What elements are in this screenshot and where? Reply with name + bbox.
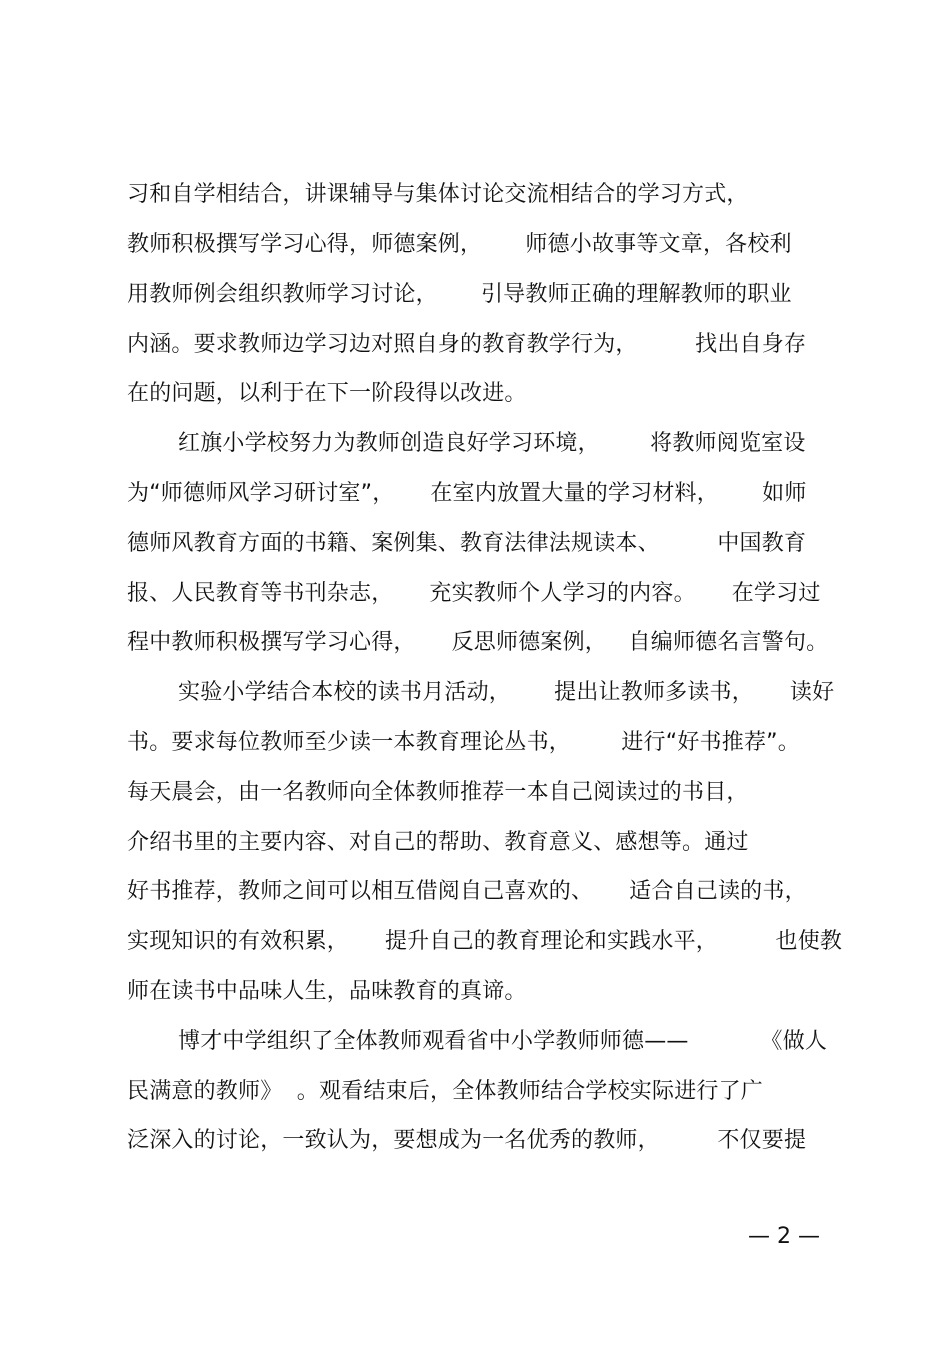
- body-line: 在的问题，以利于在下一阶段得以改进。: [127, 381, 527, 406]
- body-line: 每天晨会，由一名教师向全体教师推荐一本自己阅读过的书目，: [127, 780, 749, 805]
- body-line: 民满意的教师》 。观看结束后，全体教师结合学校实际进行了广: [127, 1079, 763, 1104]
- body-line: 书。要求每位教师至少读一本教育理论丛书， 进行“好书推荐”。: [127, 730, 800, 755]
- body-line: 内涵。要求教师边学习边对照自身的教育教学行为， 找出自身存: [127, 332, 807, 357]
- body-line: 好书推荐，教师之间可以相互借阅自己喜欢的、 适合自己读的书，: [127, 879, 807, 904]
- body-line: 介绍书里的主要内容、对自己的帮助、教育意义、感想等。通过: [127, 830, 749, 855]
- paragraph-start-line: 红旗小学校努力为教师创造良好学习环境， 将教师阅览室设: [178, 431, 806, 456]
- body-line: 德师风教育方面的书籍、案例集、教育法律法规读本、 中国教育: [127, 531, 807, 556]
- body-line: 习和自学相结合，讲课辅导与集体讨论交流相结合的学习方式，: [127, 182, 749, 207]
- body-line: 师在读书中品味人生，品味教育的真谛。: [127, 979, 527, 1004]
- body-line: 用教师例会组织教师学习讨论， 引导教师正确的理解教师的职业: [127, 282, 792, 307]
- body-line: 程中教师积极撰写学习心得， 反思师德案例， 自编师德名言警句。: [127, 630, 829, 655]
- body-line: 教师积极撰写学习心得，师德案例， 师德小故事等文章，各校利: [127, 232, 792, 257]
- paragraph-start-line: 实验小学结合本校的读书月活动， 提出让教师多读书， 读好: [178, 680, 835, 705]
- body-line: 实现知识的有效积累， 提升自己的教育理论和实践水平， 也使教: [127, 929, 843, 954]
- body-line: 为“师德师风学习研讨室”， 在室内放置大量的学习材料， 如师: [127, 481, 807, 506]
- body-line: 报、人民教育等书刊杂志， 充实教师个人学习的内容。 在学习过: [127, 581, 821, 606]
- page-number: — 2 —: [748, 1224, 820, 1249]
- paragraph-start-line: 博才中学组织了全体教师观看省中小学教师师德—— 《做人: [178, 1029, 828, 1054]
- body-line: 泛深入的讨论，一致认为，要想成为一名优秀的教师， 不仅要提: [127, 1128, 807, 1153]
